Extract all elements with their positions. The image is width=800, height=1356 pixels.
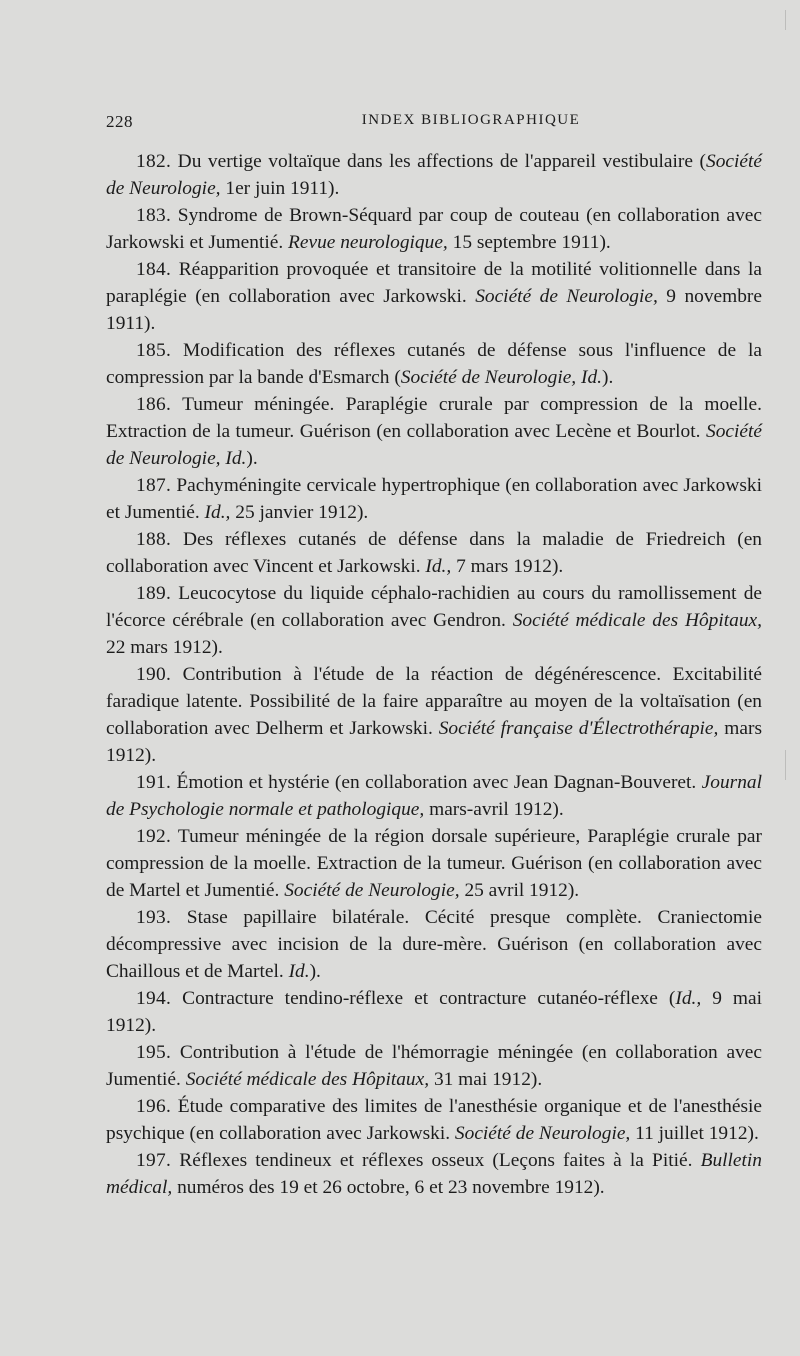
- entry-text: Tumeur méningée. Paraplégie crurale par compression de la moelle. Extraction de la tumeur. Guérison (en collaboration avec Lecène et Bourlot.: [106, 394, 762, 442]
- entry-text: Contribution à l'étude de l'hémorragie méningée (en collaboration avec Jumentié.: [106, 1042, 762, 1090]
- entry-source: Id.,: [425, 556, 452, 577]
- bibliography-entry: [106, 985, 762, 1039]
- bibliography-entry: [106, 1093, 762, 1147]
- entry-source: Société de Neurologie,: [454, 1123, 631, 1144]
- entry-source: Journal de Psychologie normale et pathologique,: [106, 772, 762, 820]
- entry-text: Étude comparative des limites de l'anesthésie organique et de l'anesthésie psychique (en collaboration avec Jarkowski.: [106, 1096, 762, 1144]
- bibliography-entry: [106, 904, 762, 985]
- entry-date: numéros des 19 et 26 octobre, 6 et 23 novembre 1912).: [172, 1177, 605, 1198]
- page-edge-mark: [785, 10, 786, 30]
- entry-number: 188.: [136, 529, 172, 550]
- entry-source: Société de Neurologie,: [284, 880, 460, 901]
- entry-source: Société médicale des Hôpitaux,: [185, 1069, 430, 1090]
- entry-number: 196.: [136, 1096, 172, 1117]
- bibliography-entry: [106, 337, 762, 391]
- entry-date: 15 septembre 1911).: [447, 232, 611, 253]
- entry-number: 193.: [136, 907, 172, 928]
- entry-source: Id.,: [204, 502, 231, 523]
- entry-number: 190.: [136, 664, 172, 685]
- bibliography-entry: [106, 472, 762, 526]
- bibliography-entry: [106, 202, 762, 256]
- entry-date: ).: [246, 448, 258, 469]
- entry-text: Des réflexes cutanés de défense dans la maladie de Friedreich (en collaboration avec Vincent et Jarkowski.: [106, 529, 762, 577]
- entry-text: Réapparition provoquée et transitoire de la motilité volitionnelle dans la paraplégie (en collaboration avec Jarkowski.: [106, 259, 762, 307]
- bibliography-entry: [106, 661, 762, 769]
- entry-number: 187.: [136, 475, 172, 496]
- entry-date: ).: [602, 367, 614, 388]
- entry-number: 197.: [136, 1150, 172, 1171]
- entry-source: Revue neurologique,: [288, 232, 448, 253]
- entry-number: 191.: [136, 772, 172, 793]
- bibliography-entry: [106, 526, 762, 580]
- running-head: [106, 112, 766, 140]
- entry-number: 194.: [136, 988, 172, 1009]
- entry-date: 9 novembre 1911).: [106, 286, 762, 334]
- entry-date: 7 mars 1912).: [451, 556, 564, 577]
- entry-date: 11 juillet 1912).: [630, 1123, 759, 1144]
- entry-source: Société médicale des Hôpitaux,: [512, 610, 762, 631]
- entry-date: 25 janvier 1912).: [230, 502, 369, 523]
- bibliography-entry: [106, 391, 762, 472]
- entry-source: Société de Neurologie,: [475, 286, 658, 307]
- entry-text: Contribution à l'étude de la réaction de dégénérescence. Excitabilité faradique latente. Possibilité de la faire apparaître au moyen de la voltaïsation (en collaboration avec Delherm et Jarkowski.: [106, 664, 762, 739]
- page-number: 228: [106, 112, 133, 131]
- bibliography-list: [106, 148, 762, 1201]
- entry-date: 9 mai 1912).: [106, 988, 762, 1036]
- entry-text: Du vertige voltaïque dans les affections de l'appareil vestibulaire (: [171, 151, 706, 172]
- entry-text: Tumeur méningée de la région dorsale supérieure, Paraplégie crurale par compression de la moelle. Extraction de la tumeur. Guérison (en collaboration avec de Martel et Jumentié.: [106, 826, 762, 901]
- bibliography-entry: [106, 148, 762, 202]
- entry-text: Pachyméningite cervicale hypertrophique (en collaboration avec Jarkowski et Jumentié.: [106, 475, 762, 523]
- entry-text: Contracture tendino-réflexe et contracture cutanéo-réflexe (: [171, 988, 676, 1009]
- entry-text: Émotion et hystérie (en collaboration avec Jean Dagnan-Bouveret.: [171, 772, 702, 793]
- bibliography-entry: [106, 580, 762, 661]
- entry-date: mars-avril 1912).: [424, 799, 564, 820]
- entry-date: ).: [309, 961, 321, 982]
- entry-number: 195.: [136, 1042, 172, 1063]
- entry-number: 192.: [136, 826, 172, 847]
- entry-source: Société de Neurologie, Id.: [400, 367, 603, 388]
- page-title: INDEX BIBLIOGRAPHIQUE: [361, 112, 581, 128]
- bibliography-entry: [106, 823, 762, 904]
- entry-date: 1er juin 1911).: [220, 178, 340, 199]
- entry-source: Id.: [288, 961, 310, 982]
- entry-date: mars 1912).: [106, 718, 763, 766]
- entry-text: Stase papillaire bilatérale. Cécité presque complète. Craniectomie décompressive avec incision de la dure-mère. Guérison (en collaboration avec Chaillous et de Martel.: [106, 907, 762, 982]
- entry-number: 189.: [136, 583, 172, 604]
- bibliography-entry: [106, 1039, 762, 1093]
- entry-text: Leucocytose du liquide céphalo-rachidien au cours du ramollissement de l'écorce cérébrale (en collaboration avec Gendron.: [106, 583, 762, 631]
- entry-number: 186.: [136, 394, 172, 415]
- bibliography-entry: [106, 256, 762, 337]
- entry-source: Id.,: [675, 988, 702, 1009]
- entry-number: 182.: [136, 151, 172, 172]
- entry-source: Société française d'Électrothérapie,: [438, 718, 719, 739]
- entry-text: Réflexes tendineux et réflexes osseux (Leçons faites à la Pitié.: [171, 1150, 701, 1171]
- entry-source: Société de Neurologie, Id.: [106, 421, 762, 469]
- entry-source: Bulletin médical,: [106, 1150, 762, 1198]
- entry-text: Modification des réflexes cutanés de défense sous l'influence de la compression par la bande d'Esmarch (: [106, 340, 762, 388]
- entry-number: 183.: [136, 205, 172, 226]
- entry-date: 31 mai 1912).: [429, 1069, 543, 1090]
- entry-date: 22 mars 1912).: [106, 637, 223, 658]
- bibliography-entry: [106, 1147, 762, 1201]
- entry-number: 185.: [136, 340, 172, 361]
- entry-text: Syndrome de Brown-Séquard par coup de couteau (en collaboration avec Jarkowski et Jumentié.: [106, 205, 762, 253]
- entry-source: Société de Neurologie,: [106, 151, 762, 199]
- page-edge-mark: [785, 750, 786, 780]
- entry-number: 184.: [136, 259, 172, 280]
- bibliography-entry: [106, 769, 762, 823]
- entry-date: 25 avril 1912).: [459, 880, 580, 901]
